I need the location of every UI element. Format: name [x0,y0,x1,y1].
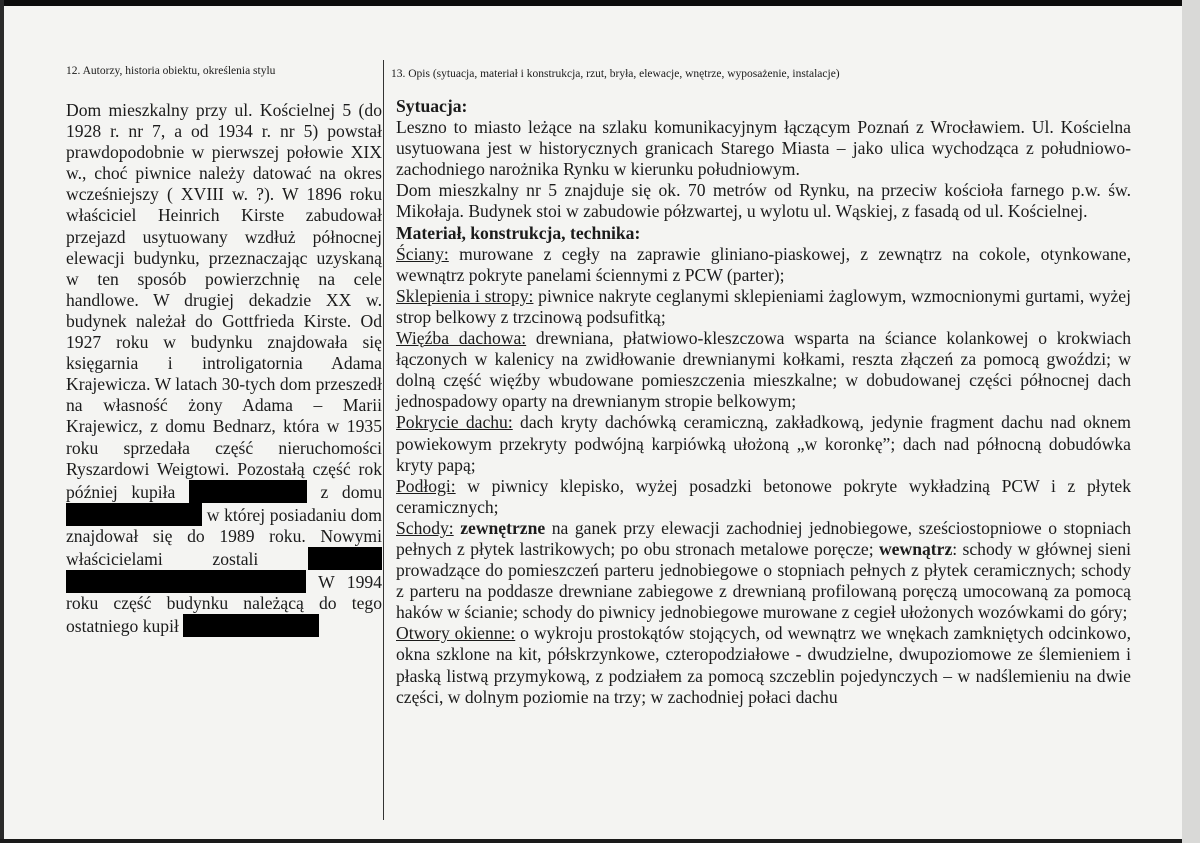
sklepienia-text: piwnice nakryte ceglanymi sklepieniami żaglowym, wzmocnionymi gurtami, wyżej strop belkowy z trzcinową podsufitką; [396,285,1132,327]
description-column [396,96,1131,708]
schody-item [396,518,1131,623]
history-part-4: W 1994 roku część budynku należącą do tego ostatniego kupił [66,572,382,637]
otwory-item [396,623,1131,707]
wiezba-label: Więźba dachowa: [396,328,527,349]
schody-interior-label: wewnątrz [878,538,953,559]
column-divider [383,60,384,820]
podlogi-label: Podłogi: [396,475,456,496]
sklepienia-item [396,286,1131,328]
otwory-label: Otwory okienne: [396,623,516,644]
redaction-block [66,503,202,526]
history-column [66,100,382,637]
sklepienia-label: Sklepienia i stropy: [396,285,534,306]
redaction-block [183,614,319,637]
material-heading: Materiał, konstrukcja, technika: [396,222,641,243]
otwory-text: o wykroju prostokątów stojących, od wewnątrz we wnękach zamkniętych odcinkowo, okna szklone na kit, półskrzynkowe, czteropodziałowe - dwudzielne, dwupoziomowe ze ślemieniem i płaską listwą przymykową, z podziałem za pomocą szczeblin pojedynczych – w nadślemieniu na dwie części, w dolnym poziomie na trzy; w zachodniej połaci dachu [396,623,1131,707]
pokrycie-item [396,412,1131,475]
sytuacja-heading: Sytuacja: [396,96,468,116]
sytuacja-paragraph-2: Dom mieszkalny nr 5 znajduje się ok. 70 metrów od Rynku, na przeciw kościoła farnego p.w. św. Mikołaja. Budynek stoi w zabudowie półzwartej, u wylotu ul. Wąskiej, z fasadą od ul. Kościelnej. [396,180,1131,222]
scan-edge-bottom [0,839,1200,843]
section-13-header: 13. Opis (sytuacja, materiał i konstrukcja, rzut, bryła, elewacje, wnętrze, wyposażenie, instalacje) [391,68,840,80]
redaction-block [308,547,382,570]
schody-label: Schody: [396,517,454,538]
schody-interior-text: : schody w głównej sieni prowadzące do pomieszczeń parteru jednobiegowe o stopniach pełnych z płytek ceramicznych; schody z parteru na poddasze drewniane zabiegowe z drewnianą profilowaną poręczą umocowaną za pomocą haków w ścianie; schody do piwnicy jednobiegowe murowane z cegieł ułożonych wozówkami do góry; [396,538,1131,623]
pokrycie-label: Pokrycie dachu: [396,412,513,433]
podlogi-text: w piwnicy klepisko, wyżej posadzki betonowe pokryte wykładziną PCW i z płytek ceramicznych; [396,475,1131,517]
redaction-block [66,570,306,593]
wiezba-text: drewniana, płatwiowo-kleszczowa wsparta na ściance kolankowej o krokwiach łączonych w kalenicy na zwidłowanie drewnianymi kołkami, reszta złączeń za pomocą gwoździ; w dolną część więźby wbudowane pomieszczenia mieszkalne; w dobudowanej części północnej dach jednospadowy oparty na drewnianym stropie belkowym; [396,328,1132,412]
schody-exterior-text: na ganek przy elewacji zachodniej jednobiegowe, sześciostopniowe o stopniach pełnych z płytek lastrikowych; po obu stronach metalowe poręcze; [396,517,1131,559]
history-text [66,100,382,637]
wiezba-item [396,328,1131,412]
scan-edge-right [1182,0,1200,843]
sciany-label: Ściany: [396,243,449,264]
sciany-text: murowane z cegły na zaprawie gliniano-piaskowej, z zewnątrz na cokole, otynkowane, wewnątrz pokryte panelami ściennymi z PCW (parter); [396,243,1131,285]
sytuacja-paragraph-1: Leszno to miasto leżące na szlaku komunikacyjnym łączącym Poznań z Wrocławiem. Ul. Kościelna usytuowana jest w historycznych granicach Starego Miasta – jako ulica wychodząca z południowo-zachodniego narożnika Rynku w kierunku południowym. [396,117,1131,180]
history-part-1: Dom mieszkalny przy ul. Kościelnej 5 (do 1928 r. nr 7, a od 1934 r. nr 5) powstał prawdopodobnie w pierwszej połowie XIX w., choć piwnice należy datować na okres wcześniejszy ( XVIII w. ?). W 1896 roku właściciel Heinrich Kirste zabudował przejazd usytuowany wzdłuż północnej elewacji budynku, przeznaczając uzyskaną w ten sposób powierzchnię na cele handlowe. W drugiej dekadzie XX w. budynek należał do Gottfrieda Kirste. Od 1927 roku w budynku znajdowała się księgarnia i introligatornia Adama Krajewicza. W latach 30-tych dom przeszedł na własność żony Adama – Marii Krajewicz, z domu Bednarz, która w 1935 roku sprzedała część nieruchomości Ryszardowi Weigtowi. Pozostałą część rok później kupiła [66,100,382,502]
redaction-block [189,480,307,503]
pokrycie-text: dach kryty dachówką ceramiczną, zakładkową, jedynie fragment dachu nad oknem powiekowym przekryty podwójną karpiówką ułożoną „w koronkę”; dach nad północną dobudówka kryty papą; [396,412,1131,475]
podlogi-item [396,476,1131,518]
sciany-item [396,244,1131,286]
schody-exterior-label: zewnętrzne [460,517,546,538]
section-12-header: 12. Autorzy, historia obiektu, określenia stylu [66,65,276,77]
scan-edge-left [0,0,4,843]
history-part-3: w której posiadaniu dom znajdował się do 1989 roku. Nowymi właścicielami zostali [66,504,382,569]
scan-edge-top [0,0,1200,6]
history-part-2: z domu [306,481,382,502]
